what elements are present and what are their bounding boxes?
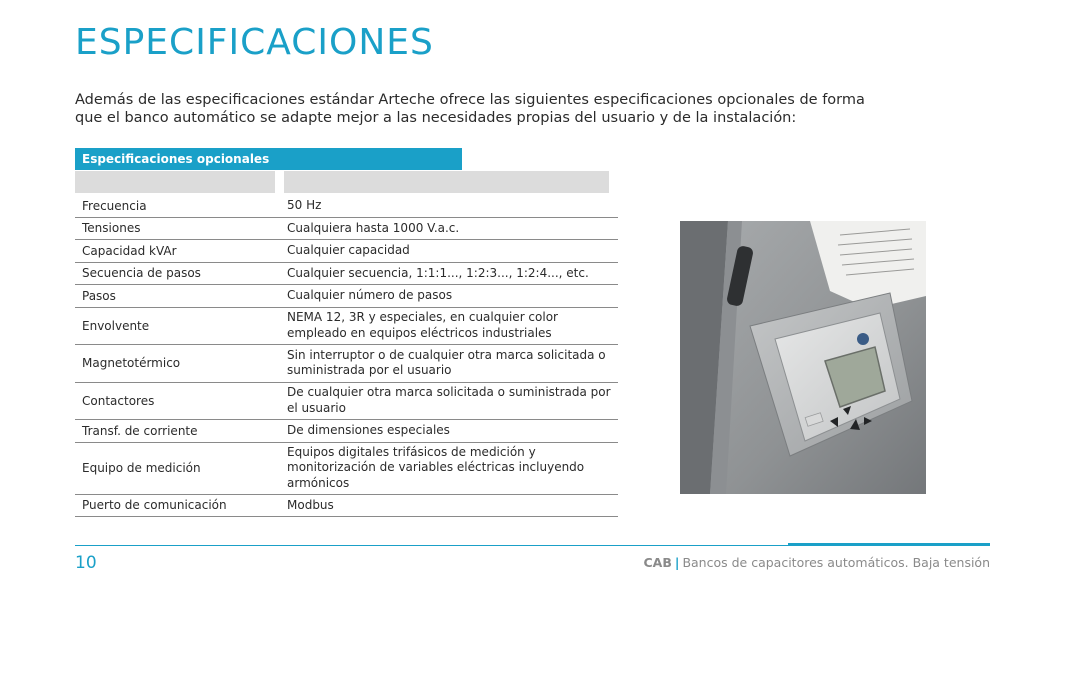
specifications-table — [75, 195, 618, 517]
intro-line-1: Además de las especificaciones estándar Arteche ofrece las siguientes especificaciones opcionales de forma — [75, 92, 865, 108]
row-label: Envolvente — [82, 318, 150, 333]
row-value: De dimensiones especiales — [287, 423, 450, 437]
row-label: Frecuencia — [82, 198, 147, 213]
row-label: Secuencia de pasos — [82, 266, 201, 281]
row-value: Sin interruptor o de cualquier otra marca solicitada o suministrada por el usuario — [287, 347, 606, 378]
row-label: Capacidad kVAr — [82, 243, 177, 258]
table-row — [75, 218, 618, 241]
page-title: ESPECIFICACIONES — [75, 22, 434, 63]
table-row — [75, 495, 618, 518]
table-row — [75, 383, 618, 421]
table-row — [75, 420, 618, 443]
controller-device-photo — [680, 221, 926, 494]
controller-photo-illustration — [680, 221, 926, 494]
row-value: De cualquier otra marca solicitada o suministrada por el usuario — [287, 385, 611, 415]
footer-separator: | — [674, 555, 680, 570]
intro-paragraph — [75, 91, 915, 127]
row-value: 50 Hz — [287, 198, 322, 212]
table-row — [75, 285, 618, 308]
row-value: Equipos digitales trifásicos de medición y monitorización de variables eléctricas incluyendo armónicos — [287, 444, 585, 490]
row-value: Cualquier capacidad — [287, 243, 410, 257]
table-row — [75, 195, 618, 218]
table-row — [75, 345, 618, 383]
row-value: Cualquier número de pasos — [287, 288, 453, 302]
row-value: Cualquiera hasta 1000 V.a.c. — [287, 220, 460, 235]
table-header: Especificaciones opcionales — [75, 148, 462, 170]
footer-brand: CAB — [643, 555, 672, 570]
row-value: Modbus — [287, 497, 334, 512]
row-label: Contactores — [82, 393, 155, 408]
row-label: Puerto de comunicación — [82, 498, 227, 513]
row-label: Tensiones — [82, 221, 141, 236]
footer-subtitle: Bancos de capacitores automáticos. Baja tensión — [682, 555, 990, 570]
table-subheader-left — [75, 171, 275, 193]
row-label: Transf. de corriente — [82, 423, 198, 438]
table-row — [75, 308, 618, 346]
intro-line-2: que el banco automático se adapte mejor a las necesidades propias del usuario y de la instalación: — [75, 110, 797, 126]
table-row — [75, 263, 618, 286]
table-row — [75, 443, 618, 495]
row-label: Equipo de medición — [82, 461, 201, 475]
table-row — [75, 240, 618, 263]
table-subheader-right — [284, 171, 609, 193]
row-value: NEMA 12, 3R y especiales, en cualquier color empleado en equipos eléctricos industriales — [287, 310, 558, 340]
row-value: Cualquier secuencia, 1:1:1..., 1:2:3..., 1:2:4..., etc. — [287, 265, 589, 280]
row-label: Magnetotérmico — [82, 356, 181, 371]
page-number: 10 — [75, 553, 97, 573]
footer-accent-bar — [788, 543, 990, 546]
footer-caption — [643, 555, 990, 570]
row-label: Pasos — [82, 288, 116, 303]
